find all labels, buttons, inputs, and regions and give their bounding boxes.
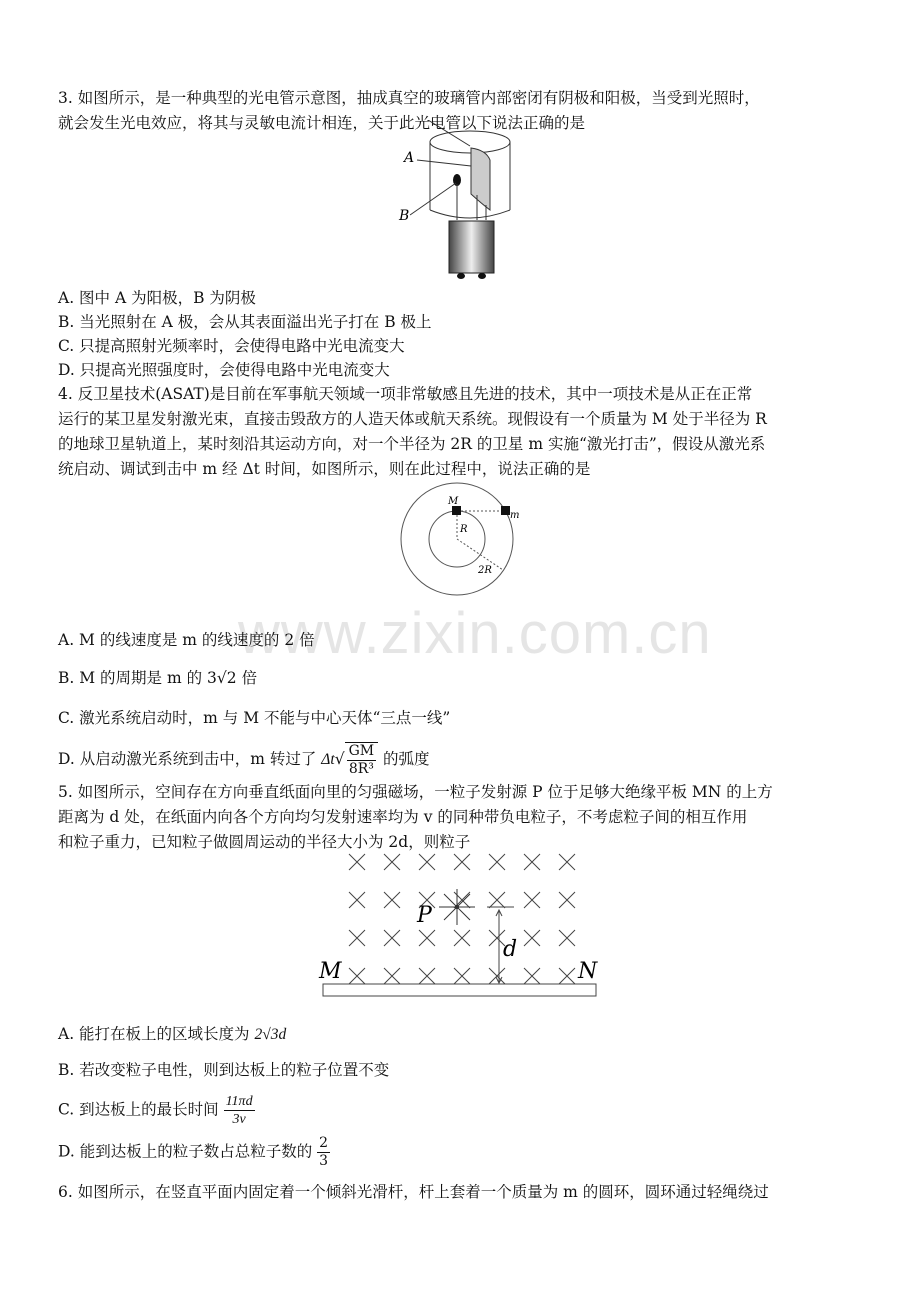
option-text: A. 能打在板上的区域长度为 bbox=[58, 1025, 255, 1043]
q5-text-line: 距离为 d 处，在纸面内向各个方向均匀发射速率均为 v 的同种带负电粒子，不考虑粒子间的相互作用 bbox=[58, 808, 748, 826]
q5-text-line: 和粒子重力，已知粒子做圆周运动的半径大小为 2d，则粒子 bbox=[58, 833, 471, 851]
option-text: C. 到达板上的最长时间 bbox=[58, 1100, 224, 1119]
field-cross-icon bbox=[384, 930, 400, 946]
field-cross-icon bbox=[419, 968, 435, 984]
field-cross-icon bbox=[454, 854, 470, 870]
option-text: 倍 bbox=[236, 669, 258, 687]
orbit-figure bbox=[390, 480, 540, 600]
field-cross-icon bbox=[524, 892, 540, 908]
field-cross-icon bbox=[419, 930, 435, 946]
field-cross-icon bbox=[384, 968, 400, 984]
field-cross-icon bbox=[384, 854, 400, 870]
label-R: R bbox=[460, 524, 468, 535]
numerator: 11πd bbox=[225, 1094, 253, 1109]
numerator: GM bbox=[348, 743, 375, 759]
label-P: P bbox=[417, 903, 432, 928]
q3-option-c: C. 只提高照射光频率时，会使得电路中光电流变大 bbox=[58, 337, 405, 355]
q5-text-line: 5. 如图所示，空间存在方向垂直纸面向里的匀强磁场，一粒子发射源 P 位于足够大绝缘平板 MN 的上方 bbox=[58, 783, 773, 801]
field-cross-icon bbox=[489, 854, 505, 870]
field-cross-icon bbox=[559, 892, 575, 908]
q4-option-b bbox=[58, 668, 257, 688]
label-M: M bbox=[448, 496, 459, 507]
label-2R: 2R bbox=[478, 565, 492, 576]
field-cross-icon bbox=[384, 892, 400, 908]
field-cross-icon bbox=[524, 968, 540, 984]
label-a: A bbox=[404, 150, 415, 166]
q4-option-a: A. M 的线速度是 m 的线速度的 2 倍 bbox=[58, 631, 315, 649]
field-cross-icon bbox=[454, 968, 470, 984]
field-cross-icon bbox=[489, 968, 505, 984]
q5-option-d bbox=[58, 1135, 330, 1170]
q3-option-a: A. 图中 A 为阳极，B 为阴极 bbox=[58, 289, 256, 307]
label-N: N bbox=[578, 959, 598, 984]
option-text: B. M 的周期是 m 的 bbox=[58, 669, 208, 687]
field-cross-icon bbox=[419, 854, 435, 870]
q3-text-line: 3. 如图所示，是一种典型的光电管示意图，抽成真空的玻璃管内部密闭有阴极和阳极，当受到光照时， bbox=[58, 89, 760, 107]
numerator: 2 bbox=[319, 1135, 329, 1151]
field-cross-icon bbox=[349, 892, 365, 908]
field-cross-icon bbox=[349, 968, 365, 984]
q3-text-line: 就会发生光电效应，将其与灵敏电流计相连，关于此光电管以下说法正确的是 bbox=[58, 114, 586, 132]
field-cross-icon bbox=[489, 892, 505, 908]
label-M: M bbox=[319, 959, 342, 984]
q6-text-line: 6. 如图所示，在竖直平面内固定着一个倾斜光滑杆，杆上套着一个质量为 m 的圆环，圆环通过轻绳绕过 bbox=[58, 1183, 769, 1201]
q4-option-c: C. 激光系统启动时，m 与 M 不能与中心天体“三点一线” bbox=[58, 709, 451, 727]
denominator: 3v bbox=[232, 1112, 246, 1127]
option-text: D. 从启动激光系统到击中，m 转过了 bbox=[58, 750, 322, 768]
q4-text-line: 统启动、调试到击中 m 经 Δt 时间，如图所示，则在此过程中，说法正确的是 bbox=[58, 460, 591, 478]
field-cross-icon bbox=[559, 854, 575, 870]
math-fraction bbox=[317, 1135, 330, 1170]
math-fraction bbox=[224, 1093, 255, 1128]
math-fraction bbox=[345, 742, 379, 778]
q5-option-a bbox=[58, 1024, 286, 1045]
label-m: m bbox=[510, 510, 520, 521]
denominator: 8R³ bbox=[348, 761, 374, 777]
q4-option-d: D. 从启动激光系统到击中，m 转过了 Δt√ $\frac{GM}{\text{8R³}}$ 的弧度 bbox=[58, 743, 430, 777]
field-cross-icon bbox=[524, 854, 540, 870]
phototube-figure bbox=[390, 120, 540, 290]
field-cross-icon bbox=[559, 930, 575, 946]
label-d: d bbox=[503, 937, 518, 962]
q4-text-line: 运行的某卫星发射激光束，直接击毁敌方的人造天体或航天系统。现假设有一个质量为 M 处于半径为 R bbox=[58, 410, 767, 428]
field-cross-icon bbox=[559, 968, 575, 984]
label-b: B bbox=[399, 208, 410, 224]
option-text: D. 能到达板上的粒子数占总粒子数的 bbox=[58, 1142, 318, 1161]
math-expression: 3√2 bbox=[207, 669, 237, 687]
q4-text-line: 的地球卫星轨道上，某时刻沿其运动方向，对一个半径为 2R 的卫星 m 实施“激光打击”，假设从激光系 bbox=[58, 435, 766, 453]
math-expression: 2√3d bbox=[254, 1026, 287, 1043]
q5-option-c bbox=[58, 1093, 255, 1128]
magnetic-field-figure bbox=[310, 840, 610, 1005]
option-text: 的弧度 bbox=[378, 750, 430, 768]
field-cross-icon bbox=[524, 930, 540, 946]
q3-option-b: B. 当光照射在 A 极，会从其表面溢出光子打在 B 极上 bbox=[58, 313, 432, 331]
q5-option-b: B. 若改变粒子电性，则到达板上的粒子位置不变 bbox=[58, 1061, 390, 1079]
q4-text-line: 4. 反卫星技术(ASAT)是目前在军事航天领域一项非常敏感且先进的技术，其中一项技术是从正在正常 bbox=[58, 385, 753, 403]
field-cross-icon bbox=[349, 854, 365, 870]
math-delta-t: Δt bbox=[321, 751, 335, 768]
q3-option-d: D. 只提高光照强度时，会使得电路中光电流变大 bbox=[58, 361, 390, 379]
field-cross-icon bbox=[454, 930, 470, 946]
field-cross-icon bbox=[349, 930, 365, 946]
watermark: www.zixin.com.cn bbox=[238, 601, 712, 666]
denominator: 3 bbox=[319, 1153, 329, 1169]
